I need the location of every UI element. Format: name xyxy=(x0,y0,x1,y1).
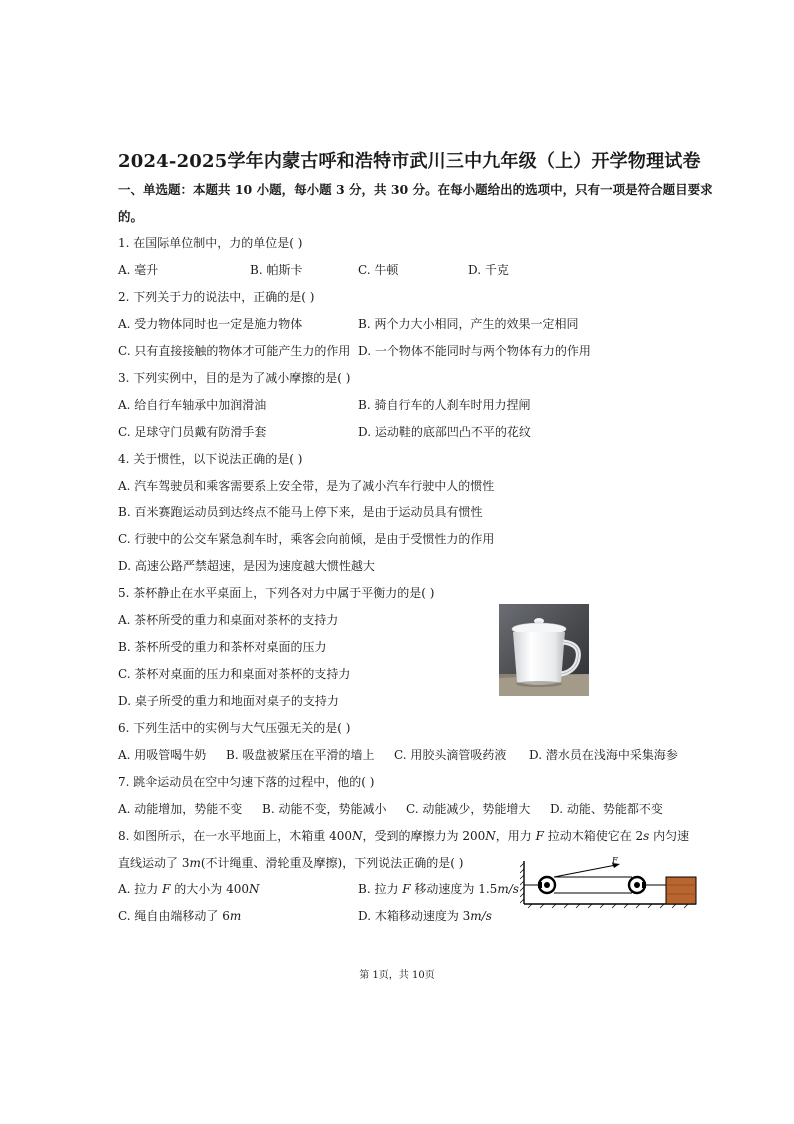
q5-option-b: B. 茶杯所受的重力和茶杯对桌面的压力 xyxy=(118,640,327,654)
q5-option-c: C. 茶杯对桌面的压力和桌面对茶杯的支持力 xyxy=(118,667,351,681)
question-3-stem: 3. 下列实例中，目的是为了减小摩擦的是( ) xyxy=(118,371,351,385)
q8-option-c: C. 绳自由端移动了 6m xyxy=(118,909,242,923)
teacup-photo xyxy=(499,604,589,696)
q1-option-b: B. 帕斯卡 xyxy=(250,263,303,277)
q8-option-b: B. 拉力 F 移动速度为 1.5m/s xyxy=(358,882,519,896)
q7-option-d: D. 动能、势能都不变 xyxy=(550,802,663,816)
q8-option-d: D. 木箱移动速度为 3m/s xyxy=(358,909,492,923)
q7-option-c: C. 动能减少，势能增大 xyxy=(406,802,531,816)
q4-option-b: B. 百米赛跑运动员到达终点不能马上停下来，是由于运动员具有惯性 xyxy=(118,505,483,519)
q3-option-b: B. 骑自行车的人刹车时用力捏闸 xyxy=(358,398,531,412)
question-7-stem: 7. 跳伞运动员在空中匀速下落的过程中，他的( ) xyxy=(118,775,375,789)
question-4-stem: 4. 关于惯性，以下说法正确的是( ) xyxy=(118,452,303,466)
q6-option-b: B. 吸盘被紧压在平滑的墙上 xyxy=(226,748,375,762)
q2-option-c: C. 只有直接接触的物体才可能产生力的作用 xyxy=(118,344,351,358)
q2-option-d: D. 一个物体不能同时与两个物体有力的作用 xyxy=(358,344,591,358)
q2-option-b: B. 两个力大小相同，产生的效果一定相同 xyxy=(358,317,579,331)
question-1-stem: 1. 在国际单位制中，力的单位是( ) xyxy=(118,236,303,250)
q6-option-d: D. 潜水员在浅海中采集海参 xyxy=(529,748,678,762)
pulley-diagram xyxy=(520,855,698,910)
question-6-stem: 6. 下列生活中的实例与大气压强无关的是( ) xyxy=(118,721,351,735)
q7-option-a: A. 动能增加，势能不变 xyxy=(118,802,243,816)
q3-option-d: D. 运动鞋的底部凹凸不平的花纹 xyxy=(358,425,531,439)
q3-option-a: A. 给自行车轴承中加润滑油 xyxy=(118,398,267,412)
section-header-line2: 的。 xyxy=(118,209,144,224)
q6-option-a: A. 用吸管喝牛奶 xyxy=(118,748,207,762)
q8-option-a: A. 拉力 F 的大小为 400N xyxy=(118,882,260,896)
q6-option-c: C. 用胶头滴管吸药液 xyxy=(394,748,507,762)
q5-option-a: A. 茶杯所受的重力和桌面对茶杯的支持力 xyxy=(118,613,339,627)
q4-option-c: C. 行驶中的公交车紧急刹车时，乘客会向前倾，是由于受惯性力的作用 xyxy=(118,532,495,546)
question-8-stem-line2: 直线运动了 3m(不计绳重、滑轮重及摩擦)，下列说法正确的是( ) xyxy=(118,856,464,870)
q2-option-a: A. 受力物体同时也一定是施力物体 xyxy=(118,317,303,331)
q3-option-c: C. 足球守门员戴有防滑手套 xyxy=(118,425,267,439)
q5-option-d: D. 桌子所受的重力和地面对桌子的支持力 xyxy=(118,694,339,708)
question-2-stem: 2. 下列关于力的说法中，正确的是( ) xyxy=(118,290,315,304)
page-footer: 第 1页，共 10页 xyxy=(359,970,435,981)
section-header-line1: 一、单选题：本题共 10 小题，每小题 3 分，共 30 分。在每小题给出的选项中，只有一项是符合题目要求 xyxy=(118,182,713,197)
q7-option-b: B. 动能不变，势能减小 xyxy=(262,802,387,816)
force-label: F xyxy=(612,856,618,865)
question-8-stem-line1: 8. 如图所示，在一水平地面上，木箱重 400N，受到的摩擦力为 200N，用力 F 拉动木箱使它在 2s 内匀速 xyxy=(118,829,690,843)
q1-option-a: A. 毫升 xyxy=(118,263,159,277)
q1-option-d: D. 千克 xyxy=(468,263,509,277)
page-title: 2024-2025学年内蒙古呼和浩特市武川三中九年级（上）开学物理试卷 xyxy=(118,151,701,172)
question-5-stem: 5. 茶杯静止在水平桌面上，下列各对力中属于平衡力的是( ) xyxy=(118,586,435,600)
q4-option-d: D. 高速公路严禁超速，是因为速度越大惯性越大 xyxy=(118,559,375,573)
q1-option-c: C. 牛顿 xyxy=(358,263,399,277)
q4-option-a: A. 汽车驾驶员和乘客需要系上安全带，是为了减小汽车行驶中人的惯性 xyxy=(118,479,495,493)
